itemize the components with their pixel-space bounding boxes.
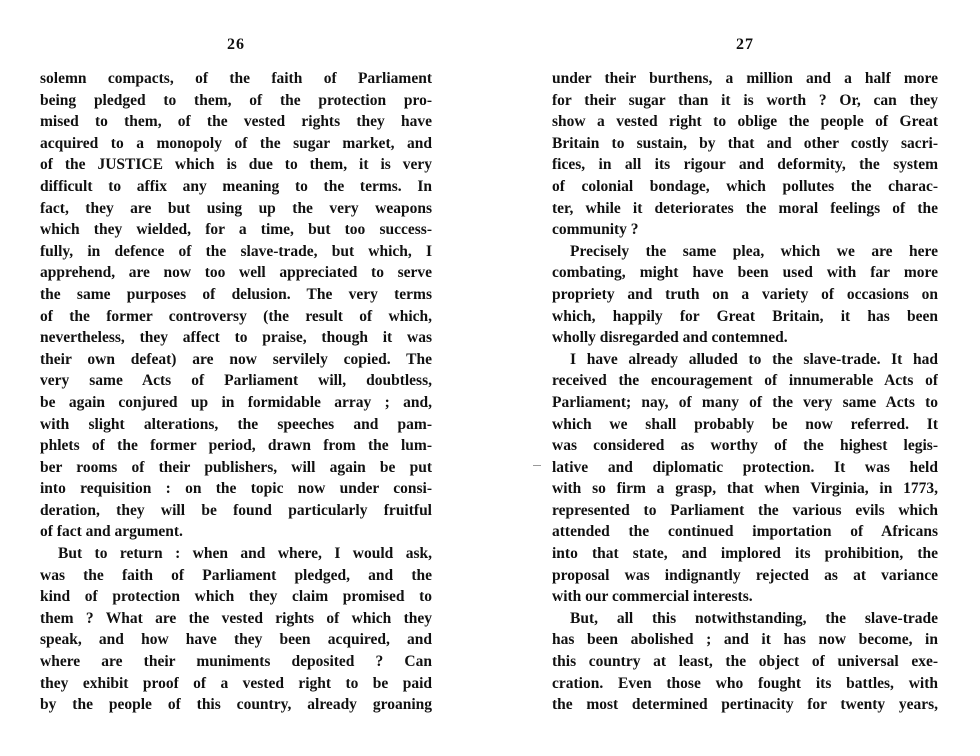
paragraph-first-line: But, all this notwithstanding, the slave-trade bbox=[570, 609, 938, 627]
text-line: Parliament; nay, of many of the very same Acts to bbox=[552, 393, 938, 411]
text-line: their own defeat) are now servilely copied. The bbox=[40, 350, 432, 368]
text-line: into that state, and implored its prohibition, the bbox=[552, 545, 938, 563]
left-page bbox=[40, 0, 432, 756]
text-line: show a vested right to oblige the people of Great bbox=[552, 113, 938, 131]
text-line: represented to Parliament the various evils which bbox=[552, 501, 938, 519]
text-line: of the former controversy (the result of which, bbox=[40, 307, 432, 325]
right-page-text bbox=[552, 68, 938, 716]
text-line: which we shall probably be now referred. It bbox=[552, 415, 938, 433]
text-line: they exhibit proof of a vested right to be paid bbox=[40, 674, 432, 692]
text-line: apprehend, are now too well appreciated to serve bbox=[40, 264, 432, 282]
text-line: very same Acts of Parliament will, doubtless, bbox=[40, 372, 432, 390]
text-line: being pledged to them, of the protection pro- bbox=[40, 91, 432, 109]
text-line: of colonial bondage, which pollutes the charac- bbox=[552, 177, 938, 195]
page-number-right: 27 bbox=[736, 36, 754, 53]
text-line: lative and diplomatic protection. It was held bbox=[552, 458, 938, 476]
paragraph-first-line: I have already alluded to the slave-trade. It had bbox=[570, 350, 938, 368]
text-line: ter, while it deteriorates the moral feelings of the bbox=[552, 199, 938, 217]
text-line: phlets of the former period, drawn from the lum- bbox=[40, 437, 432, 455]
text-line: with our commercial interests. bbox=[552, 588, 753, 606]
paragraph-first-line: But to return : when and where, I would ask, bbox=[58, 545, 432, 563]
text-line: attended the continued importation of Africans bbox=[552, 523, 938, 541]
page-number-left: 26 bbox=[227, 36, 245, 53]
text-line: ber rooms of their publishers, will again be put bbox=[40, 458, 432, 476]
text-line: with slight alterations, the speeches and pam- bbox=[40, 415, 432, 433]
text-line: Britain to sustain, by that and other costly sacri- bbox=[552, 134, 938, 152]
paragraph-first-line: Precisely the same plea, which we are here bbox=[570, 242, 938, 260]
gutter-mark bbox=[533, 465, 541, 466]
text-line: where are their muniments deposited ? Can bbox=[40, 653, 432, 671]
text-line: with so firm a grasp, that when Virginia, in 1773, bbox=[552, 480, 938, 498]
text-line: this country at least, the object of universal exe- bbox=[552, 653, 938, 671]
text-line: community ? bbox=[552, 221, 639, 239]
text-line: nevertheless, they affect to praise, though it was bbox=[40, 329, 432, 347]
text-line: solemn compacts, of the faith of Parliament bbox=[40, 70, 432, 87]
text-line: was the faith of Parliament pledged, and the bbox=[40, 566, 432, 584]
left-page-text bbox=[40, 68, 432, 716]
text-line: fact, they are but using up the very weapons bbox=[40, 199, 432, 217]
text-line: mised to them, of the vested rights they have bbox=[40, 113, 432, 131]
text-line: of fact and argument. bbox=[40, 523, 183, 541]
text-line: the same purposes of delusion. The very terms bbox=[40, 285, 432, 303]
text-line: fices, in all its rigour and deformity, the system bbox=[552, 156, 938, 174]
text-line: which they wielded, for a time, but too success- bbox=[40, 221, 432, 239]
text-line: be again conjured up in formidable array ; and, bbox=[40, 393, 432, 411]
text-line: kind of protection which they claim promised to bbox=[40, 588, 432, 606]
text-line: acquired to a monopoly of the sugar market, and bbox=[40, 134, 432, 152]
text-line: speak, and how have they been acquired, and bbox=[40, 631, 432, 649]
text-line: which, happily for Great Britain, it has been bbox=[552, 307, 938, 325]
text-line: under their burthens, a million and a half more bbox=[552, 70, 938, 87]
text-line: deration, they will be found particularly fruitful bbox=[40, 501, 432, 519]
text-line: difficult to affix any meaning to the terms. In bbox=[40, 177, 432, 195]
text-line: combating, might have been used with far more bbox=[552, 264, 938, 282]
text-line: was considered as worthy of the highest legis- bbox=[552, 437, 938, 455]
text-line: into requisition : on the topic now under consi- bbox=[40, 480, 432, 498]
text-line: cration. Even those who fought its battles, with bbox=[552, 674, 938, 692]
text-line: propriety and truth on a variety of occasions on bbox=[552, 285, 938, 303]
text-line: fully, in defence of the slave-trade, but which, I bbox=[40, 242, 432, 260]
text-line: for their sugar than it is worth ? Or, can they bbox=[552, 91, 938, 109]
text-line: them ? What are the vested rights of which they bbox=[40, 609, 432, 627]
text-line: wholly disregarded and contemned. bbox=[552, 329, 788, 347]
text-line: the most determined pertinacity for twenty years, bbox=[552, 696, 938, 714]
right-page bbox=[552, 0, 938, 756]
text-line: has been abolished ; and it has now become, in bbox=[552, 631, 938, 649]
text-line: of the JUSTICE which is due to them, it is very bbox=[40, 156, 432, 174]
text-line: proposal was indignantly rejected as at variance bbox=[552, 566, 938, 584]
text-line: by the people of this country, already groaning bbox=[40, 696, 432, 714]
text-line: received the encouragement of innumerable Acts of bbox=[552, 372, 938, 390]
